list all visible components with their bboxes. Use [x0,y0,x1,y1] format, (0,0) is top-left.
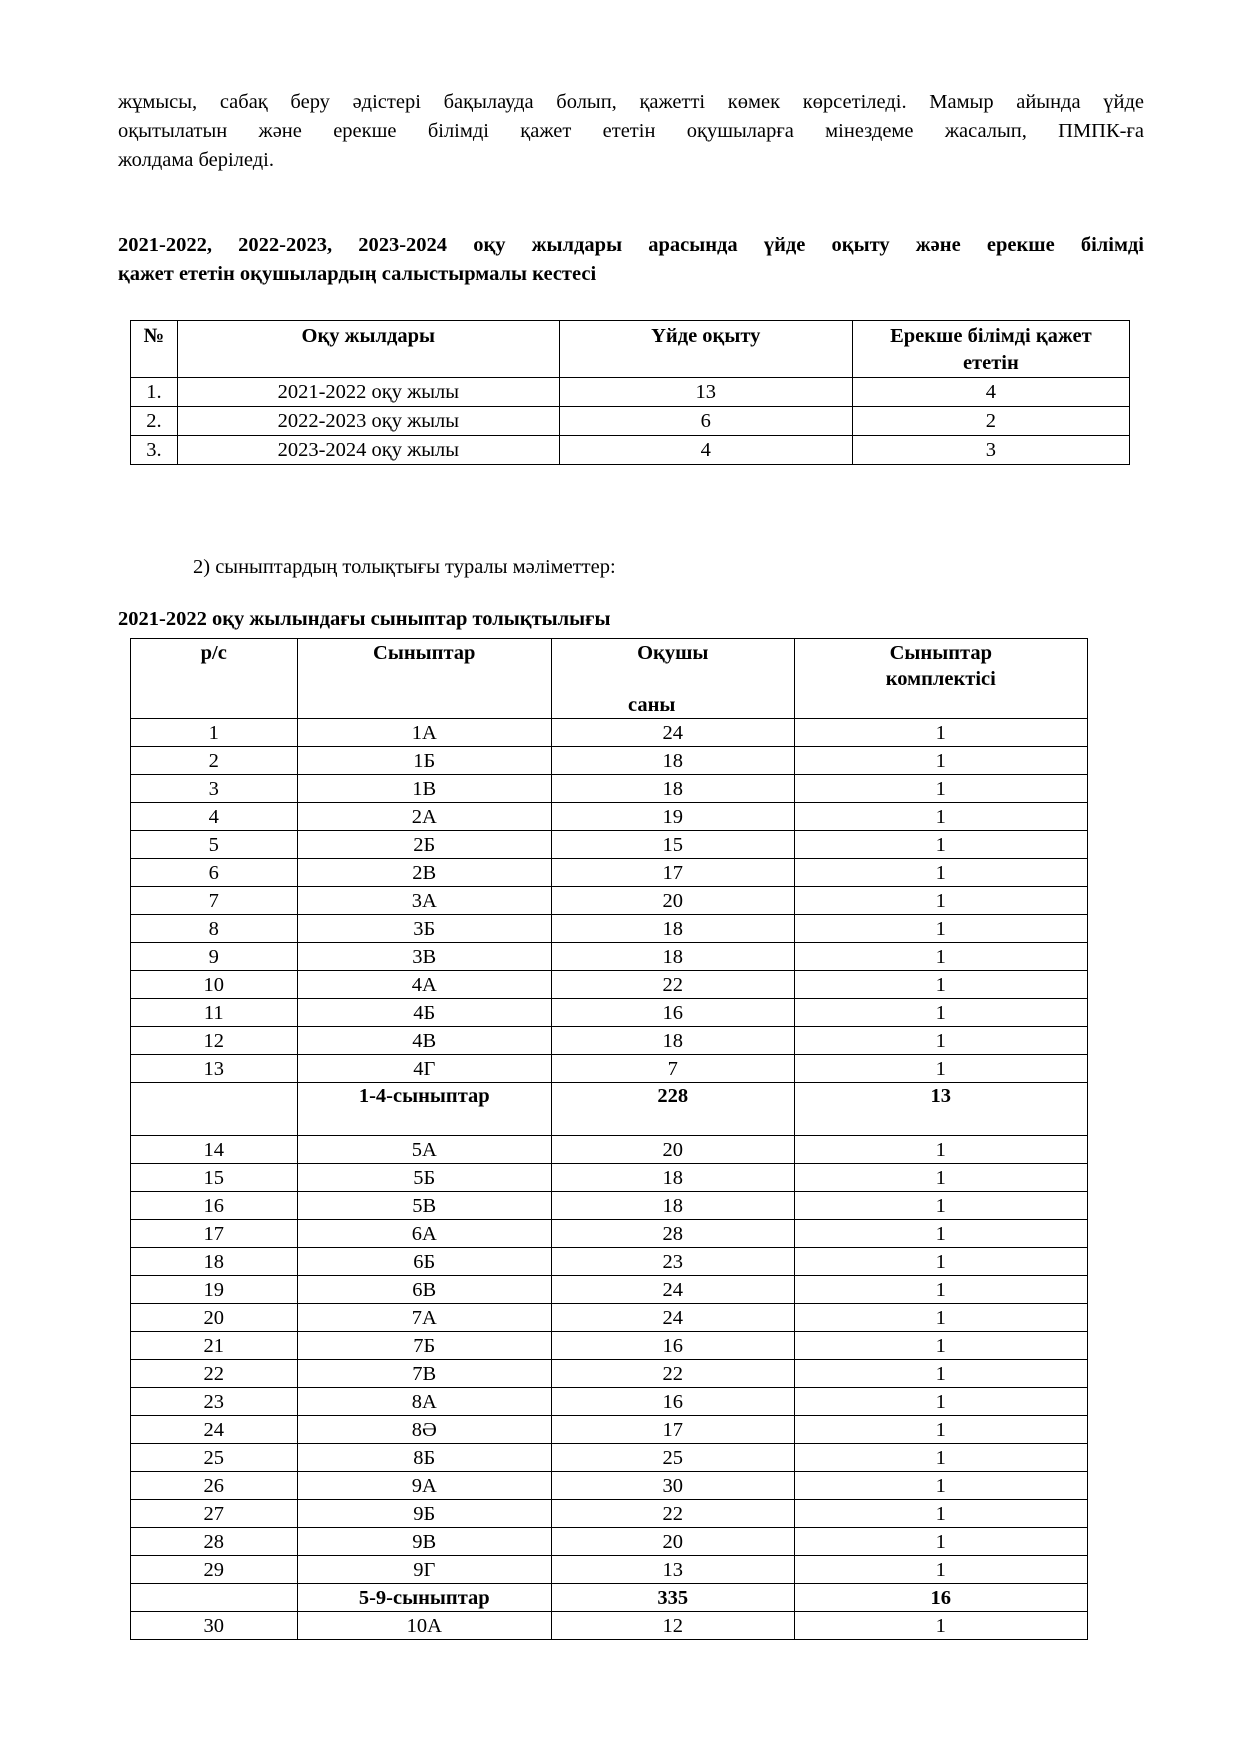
cell-year: 2022-2023 оқу жылы [177,407,559,436]
cell-num: 10 [131,971,298,999]
table-row [131,943,1088,971]
table-row [131,1164,1088,1192]
cell-students: 28 [551,1220,794,1248]
cell-class: 8Б [297,1444,551,1472]
table-row [131,436,1130,465]
cell-sets: 1 [794,1612,1087,1640]
cell-students: 20 [551,1528,794,1556]
cell-num: 7 [131,887,298,915]
cell-num: 22 [131,1360,298,1388]
header-students [551,639,794,719]
table-row [131,378,1130,407]
cell-num: 30 [131,1612,298,1640]
cell-students: 22 [551,1500,794,1528]
class-table [130,638,1088,1640]
table-row [131,1304,1088,1332]
cell-home: 4 [559,436,852,465]
cell-num: 3 [131,775,298,803]
cell-students: 19 [551,803,794,831]
header-students-line-1: Оқушы [637,642,709,664]
cell-sets: 1 [794,859,1087,887]
cell-sets: 1 [794,1055,1087,1083]
cell-num: 25 [131,1444,298,1472]
cell-sets: 1 [794,1276,1087,1304]
cell-num: 6 [131,859,298,887]
cell-num: 9 [131,943,298,971]
cell-special: 2 [852,407,1129,436]
cell-students: 18 [551,1164,794,1192]
table-row [131,1332,1088,1360]
cell-sets: 1 [794,1416,1087,1444]
cell-sets: 1 [794,999,1087,1027]
header-num: № [131,321,178,378]
table-row [131,775,1088,803]
cell-class: 2Б [297,831,551,859]
cell-class: 7В [297,1360,551,1388]
class-table-body [131,719,1088,1640]
cell-class: 3А [297,887,551,915]
cell-num: 27 [131,1500,298,1528]
subtotal-sets: 16 [794,1584,1087,1612]
class-table-title: 2021-2022 оқу жылындағы сыныптар толықтылығы [118,608,611,630]
subtotal-students: 335 [551,1584,794,1612]
cell-special: 3 [852,436,1129,465]
cell-class: 5А [297,1136,551,1164]
cell-sets: 1 [794,1220,1087,1248]
table-row [131,407,1130,436]
cell-students: 18 [551,775,794,803]
table-row [131,1192,1088,1220]
table-row [131,999,1088,1027]
cell-students: 24 [551,1276,794,1304]
cell-num: 29 [131,1556,298,1584]
cell-class: 8А [297,1388,551,1416]
header-special-line-1: Ерекше білімді қажет [890,325,1092,347]
header-home: Үйде оқыту [559,321,852,378]
cell-num: 26 [131,1472,298,1500]
table-row [131,1276,1088,1304]
cell-students: 18 [551,943,794,971]
cell-class: 2А [297,803,551,831]
cell-students: 12 [551,1612,794,1640]
table-row [131,1027,1088,1055]
cell-students: 17 [551,1416,794,1444]
cell-students: 18 [551,915,794,943]
cell-sets: 1 [794,887,1087,915]
intro-line-2: оқытылатын және ерекше білімді қажет ететін оқушыларға мінездеме жасалып, ПМПК-ға [118,120,1144,142]
cell-num: 1. [131,378,178,407]
subtotal-label: 1-4-сыныптар [297,1083,551,1136]
table-row [131,1220,1088,1248]
cell-sets: 1 [794,1136,1087,1164]
table-row [131,915,1088,943]
cell-class: 9Б [297,1500,551,1528]
table-row [131,831,1088,859]
cell-year: 2021-2022 оқу жылы [177,378,559,407]
cell-students: 17 [551,859,794,887]
cell-num: 24 [131,1416,298,1444]
cell-sets: 1 [794,1248,1087,1276]
cell-sets: 1 [794,1027,1087,1055]
cell-num: 11 [131,999,298,1027]
cell-students: 30 [551,1472,794,1500]
cell-class: 8Ә [297,1416,551,1444]
header-classes: Сыныптар [297,639,551,719]
cell-num: 2. [131,407,178,436]
cell-num: 4 [131,803,298,831]
subtotal-label: 5-9-сыныптар [297,1584,551,1612]
cell-class: 3В [297,943,551,971]
cell-students: 16 [551,999,794,1027]
cell-class: 1А [297,719,551,747]
cell-sets: 1 [794,1192,1087,1220]
comparison-table-title [118,231,1144,289]
header-sets-line-1: Сыныптар [889,642,992,664]
cell-class: 9А [297,1472,551,1500]
cell-students: 20 [551,887,794,915]
cell-empty [131,1083,298,1136]
cell-class: 5Б [297,1164,551,1192]
cell-special: 4 [852,378,1129,407]
cell-students: 25 [551,1444,794,1472]
cell-class: 4Б [297,999,551,1027]
cell-class: 2В [297,859,551,887]
table-row [131,1472,1088,1500]
cell-year: 2023-2024 оқу жылы [177,436,559,465]
header-special [852,321,1129,378]
comparison-table [130,320,1130,465]
cell-num: 21 [131,1332,298,1360]
cell-students: 22 [551,971,794,999]
header-years: Оқу жылдары [177,321,559,378]
cell-sets: 1 [794,943,1087,971]
table-row [131,747,1088,775]
table-row [131,1500,1088,1528]
table-row [131,1528,1088,1556]
cell-num: 28 [131,1528,298,1556]
cell-students: 23 [551,1248,794,1276]
comparison-title-line-1: 2021-2022, 2022-2023, 2023-2024 оқу жылдары арасында үйде оқыту және ерекше білімді [118,234,1144,256]
header-rs: р/с [131,639,298,719]
table-row [131,719,1088,747]
cell-sets: 1 [794,971,1087,999]
cell-students: 24 [551,1304,794,1332]
table-row [131,887,1088,915]
comparison-table-header [131,321,1130,378]
cell-students: 18 [551,747,794,775]
cell-students: 20 [551,1136,794,1164]
cell-class: 3Б [297,915,551,943]
cell-num: 20 [131,1304,298,1332]
cell-class: 7А [297,1304,551,1332]
table-row [131,1612,1088,1640]
cell-class: 9В [297,1528,551,1556]
cell-num: 14 [131,1136,298,1164]
cell-sets: 1 [794,915,1087,943]
cell-num: 17 [131,1220,298,1248]
table-row [131,1360,1088,1388]
cell-class: 1В [297,775,551,803]
intro-line-1: жұмысы, сабақ беру әдістері бақылауда болып, қажетті көмек көрсетіледі. Мамыр айында үйде [118,91,1144,113]
cell-sets: 1 [794,1360,1087,1388]
cell-students: 18 [551,1192,794,1220]
cell-students: 22 [551,1360,794,1388]
cell-class: 6А [297,1220,551,1248]
cell-students: 13 [551,1556,794,1584]
intro-paragraph [118,88,1144,175]
cell-num: 12 [131,1027,298,1055]
table-row [131,859,1088,887]
cell-num: 1 [131,719,298,747]
subtotal-sets: 13 [794,1083,1087,1136]
table-row [131,971,1088,999]
cell-num: 2 [131,747,298,775]
subtotal-students: 228 [551,1083,794,1136]
intro-line-3: жолдама беріледі. [118,149,274,171]
header-sets [794,639,1087,719]
cell-students: 15 [551,831,794,859]
cell-students: 24 [551,719,794,747]
cell-num: 15 [131,1164,298,1192]
cell-class: 4В [297,1027,551,1055]
cell-home: 6 [559,407,852,436]
cell-students: 18 [551,1027,794,1055]
cell-sets: 1 [794,1528,1087,1556]
cell-num: 5 [131,831,298,859]
cell-class: 1Б [297,747,551,775]
cell-sets: 1 [794,1332,1087,1360]
cell-sets: 1 [794,747,1087,775]
cell-sets: 1 [794,1472,1087,1500]
cell-sets: 1 [794,831,1087,859]
cell-num: 8 [131,915,298,943]
table-row [131,1556,1088,1584]
header-students-line-2: саны [627,694,676,716]
subtotal-row [131,1584,1088,1612]
cell-sets: 1 [794,719,1087,747]
cell-empty [131,1584,298,1612]
header-sets-line-2: комплектісі [885,668,996,690]
cell-class: 6В [297,1276,551,1304]
table-row [131,1444,1088,1472]
cell-num: 16 [131,1192,298,1220]
cell-sets: 1 [794,1164,1087,1192]
cell-sets: 1 [794,803,1087,831]
cell-sets: 1 [794,1304,1087,1332]
comparison-title-line-2: қажет ететін оқушылардың салыстырмалы кестесі [118,263,597,285]
cell-students: 16 [551,1388,794,1416]
cell-class: 5В [297,1192,551,1220]
class-table-header [131,639,1088,719]
table-row [131,1416,1088,1444]
table-row [131,1055,1088,1083]
cell-home: 13 [559,378,852,407]
cell-num: 13 [131,1055,298,1083]
cell-sets: 1 [794,1444,1087,1472]
cell-sets: 1 [794,1500,1087,1528]
cell-class: 4Г [297,1055,551,1083]
table-row [131,1388,1088,1416]
cell-class: 6Б [297,1248,551,1276]
table-row [131,1136,1088,1164]
cell-sets: 1 [794,775,1087,803]
subtotal-row [131,1083,1088,1136]
header-special-line-2: ететін [962,352,1019,374]
cell-students: 7 [551,1055,794,1083]
cell-num: 3. [131,436,178,465]
cell-num: 23 [131,1388,298,1416]
cell-class: 7Б [297,1332,551,1360]
cell-class: 9Г [297,1556,551,1584]
section-item: 2) сыныптардың толықтығы туралы мәліметтер: [193,556,616,578]
cell-num: 19 [131,1276,298,1304]
cell-sets: 1 [794,1556,1087,1584]
cell-students: 16 [551,1332,794,1360]
table-row [131,803,1088,831]
table-row [131,1248,1088,1276]
cell-class: 4А [297,971,551,999]
cell-class: 10А [297,1612,551,1640]
cell-num: 18 [131,1248,298,1276]
cell-sets: 1 [794,1388,1087,1416]
